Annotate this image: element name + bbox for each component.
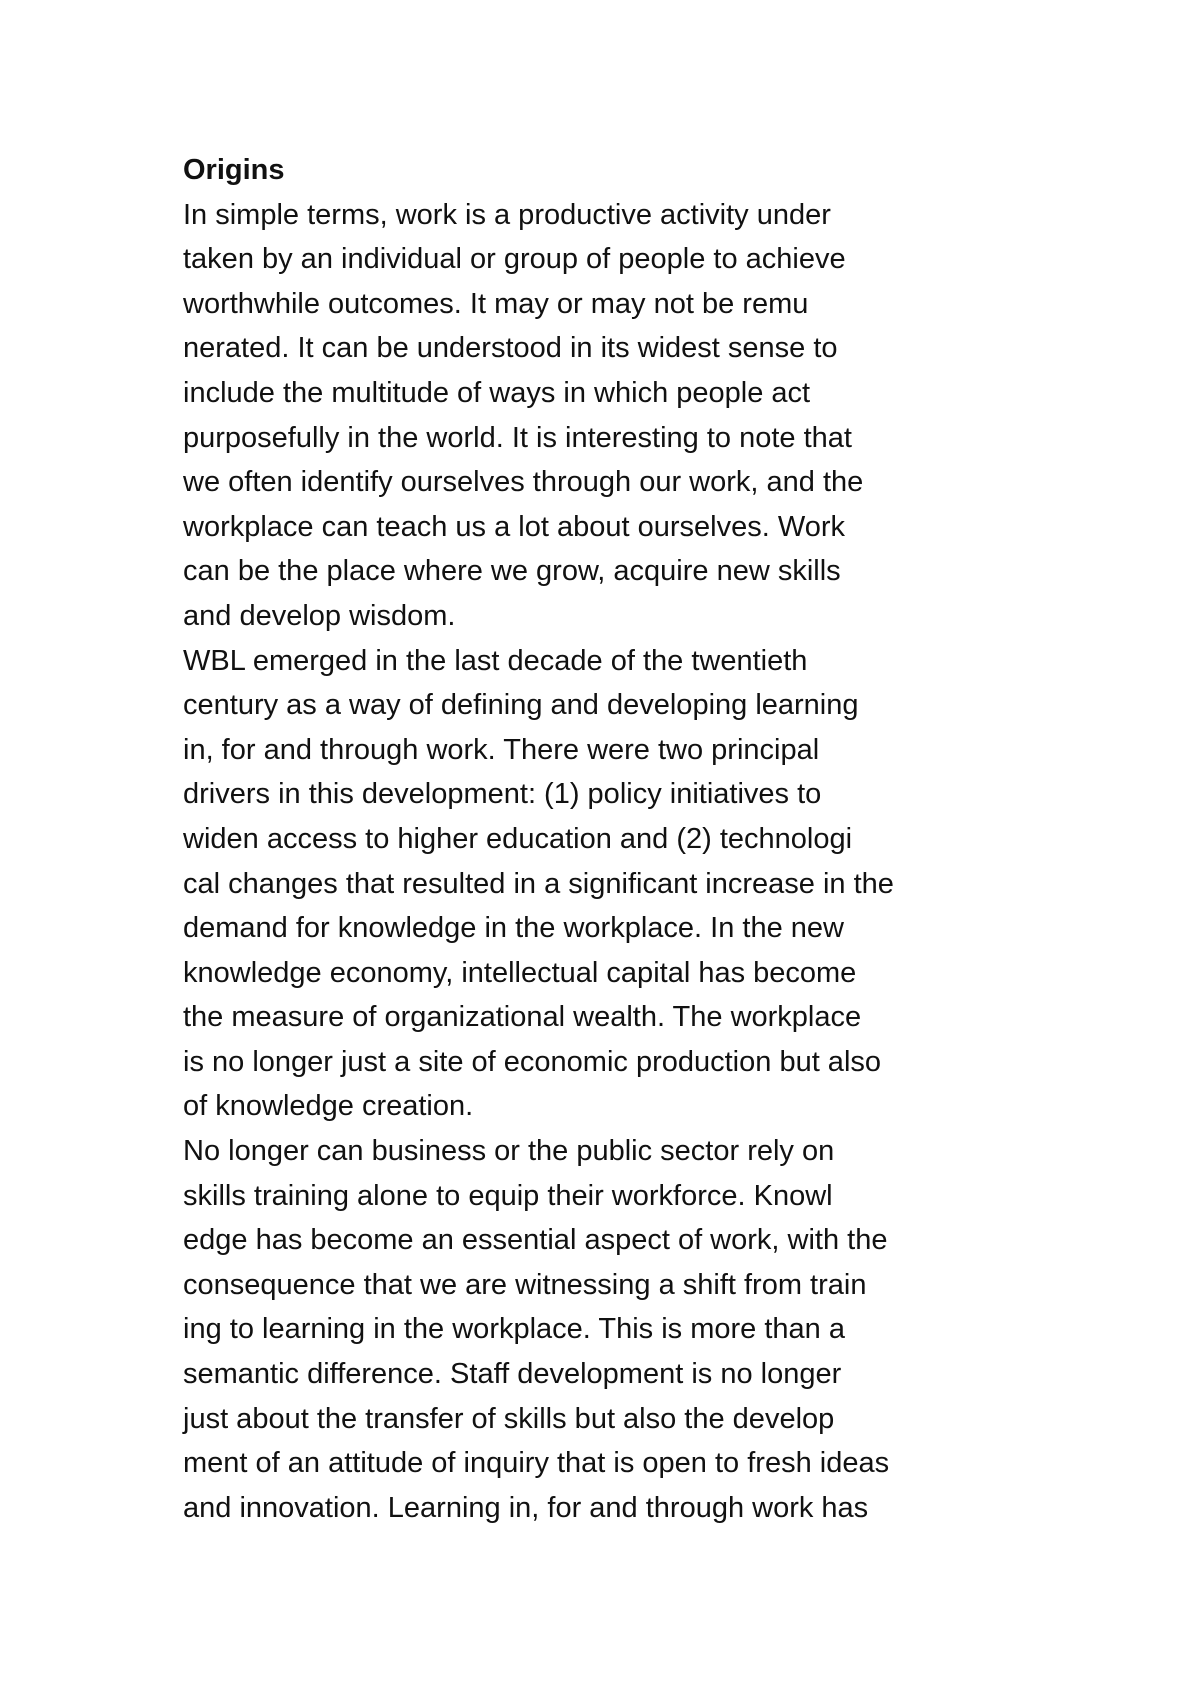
text-line: can be the place where we grow, acquire new skills xyxy=(183,555,841,588)
text-line: widen access to higher education and (2) technologi xyxy=(183,822,853,855)
body-text xyxy=(183,148,1063,1530)
text-line: WBL emerged in the last decade of the twentieth xyxy=(183,644,808,677)
text-line: demand for knowledge in the workplace. In the new xyxy=(183,912,844,945)
text-line: ment of an attitude of inquiry that is open to fresh ideas xyxy=(183,1447,890,1480)
text-line: consequence that we are witnessing a shift from train xyxy=(183,1268,867,1301)
text-line: knowledge economy, intellectual capital has become xyxy=(183,956,857,989)
text-line: of knowledge creation. xyxy=(183,1090,474,1123)
text-line: nerated. It can be understood in its widest sense to xyxy=(183,332,838,365)
text-line: is no longer just a site of economic production but also xyxy=(183,1045,882,1078)
text-line: and develop wisdom. xyxy=(183,599,456,632)
text-line: purposefully in the world. It is interesting to note that xyxy=(183,421,852,454)
text-line: drivers in this development: (1) policy initiatives to xyxy=(183,778,822,811)
text-line: the measure of organizational wealth. The workplace xyxy=(183,1001,862,1034)
text-line: and innovation. Learning in, for and through work has xyxy=(183,1491,869,1524)
text-line: workplace can teach us a lot about ourselves. Work xyxy=(183,510,845,543)
text-line: edge has become an essential aspect of work, with the xyxy=(183,1224,888,1257)
text-line: in, for and through work. There were two principal xyxy=(183,733,820,766)
text-line: ing to learning in the workplace. This is more than a xyxy=(183,1313,845,1346)
text-line: worthwhile outcomes. It may or may not be remu xyxy=(183,287,809,320)
text-line: just about the transfer of skills but also the develop xyxy=(183,1402,835,1435)
text-line: century as a way of defining and developing learning xyxy=(183,689,859,722)
section-heading: Origins xyxy=(183,154,285,186)
text-line: skills training alone to equip their workforce. Knowl xyxy=(183,1179,833,1212)
text-line: we often identify ourselves through our work, and the xyxy=(183,466,864,499)
text-line: include the multitude of ways in which people act xyxy=(183,376,811,409)
text-line: cal changes that resulted in a significant increase in the xyxy=(183,867,894,900)
text-line: No longer can business or the public sector rely on xyxy=(183,1135,835,1168)
text-line: In simple terms, work is a productive activity under xyxy=(183,198,831,231)
text-line: taken by an individual or group of people to achieve xyxy=(183,243,846,276)
text-line: semantic difference. Staff development is no longer xyxy=(183,1358,842,1391)
